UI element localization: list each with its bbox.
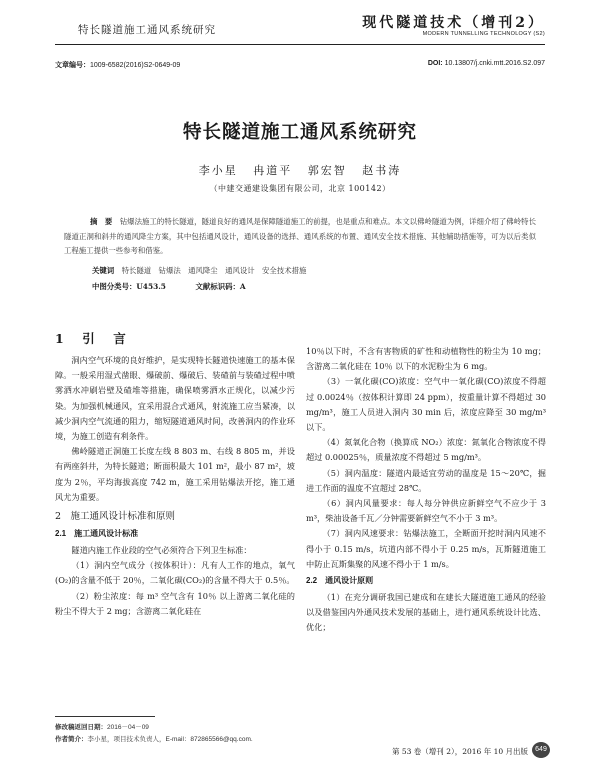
abstract: 摘 要 钻爆法施工的特长隧道，隧道良好的通风是保障隧道施工的前提，也是重点和难点。本文以佛岭隧道为例，详细介绍了佛岭特长隧道正洞和斜井的通风降尘方案，其中包括通风设计，通风设备的选择、通风系统的布置、通风安全技术措施、其他辅助措施等，可为以后类似工程施工提供一些参考和借鉴。 xyxy=(64,217,536,256)
journal-name: 现代隧道技术（增刊2） xyxy=(362,15,545,31)
paragraph: 隧道内施工作业段的空气必须符合下列卫生标准： xyxy=(71,545,252,556)
paragraph: （2）粉尘浓度：每 m³ 空气含有 10％ 以上游离二氧化硅的粉尘不得大于 2 mg；含游离二氧化硅在 xyxy=(55,590,295,616)
paragraph: （4）氮氧化合物（换算成 NO₂）浓度：氮氧化合物浓度不得超过 0.00025％，质量浓度不得超过 5 mg/m³。 xyxy=(306,437,546,463)
doi: DOI: 10.13807/j.cnki.mtt.2016.S2.097 xyxy=(427,60,545,67)
revised-date: 修改稿返回日期：2016－04－09 xyxy=(55,724,149,731)
article-number: 文章编号：1009-6582(2016)S2-0649-09 xyxy=(55,62,181,69)
section-heading: 2 施工通风设计标准和原则 xyxy=(55,511,176,523)
paragraph: 佛岭隧道正洞施工长度左线 8 803 m、右线 8 805 m，并设有两座斜井，为特长隧道；断面积最大 101 m²，最小 87 m²，坡度为 2％，平均海拔高度 742 m，施工采用钻爆法开挖，施工通风尤为重要。 xyxy=(55,446,295,502)
author-bio: 作者简介：李小星，项目技术负责人，E-mail：872865566@qq.com. xyxy=(55,736,253,743)
affiliation: （中建交通建设集团有限公司，北京 100142） xyxy=(209,184,391,193)
footnote-rule xyxy=(55,716,155,717)
author: 赵书涛 xyxy=(362,164,402,177)
paragraph: 10％以下时，不含有害物质的矿性和动植物性的粉尘为 10 mg；含游离二氧化硅在 10％ 以下的水泥粉尘为 6 mg。 xyxy=(306,346,546,372)
paragraph: （1）洞内空气成分（按体积计）：凡有人工作的地点，氧气(O₂)的含量不低于 20％，二氧化碳(CO₂)的含量不得大于 0.5％。 xyxy=(55,560,295,586)
author: 李小星 xyxy=(198,164,238,177)
author: 郭宏智 xyxy=(307,164,347,177)
journal-name-en: MODERN TUNNELLING TECHNOLOGY (S2) xyxy=(422,31,545,37)
subsection-heading: 2.2 通风设计原则 xyxy=(306,576,374,586)
author-list xyxy=(0,162,600,178)
subsection-heading: 2.1 施工通风设计标准 xyxy=(55,529,139,539)
header-rule xyxy=(55,44,545,45)
issue-info: 第 53 卷（增刊 2），2016 年 10 月出版 xyxy=(392,747,528,756)
paragraph: 洞内空气环境的良好维护，是实现特长隧道快速施工的基本保障。一般采用湿式凿眼、爆破前、爆破后、装碴前与装碴过程中喷雾洒水冲刷岩壁及碴堆等措施，确保喷雾洒水正规化，以减少污染。为加强机械通风，宜采用混合式通风，射流施工应当紧凑，以减少洞内空气流通的阻力，缩短隧道通风时间，改善洞内的作业环境，为施工创造有利条件。 xyxy=(55,355,295,442)
classification: 中图分类号：U453.5 文献标识码：A xyxy=(92,282,246,291)
page-number: 649 xyxy=(532,742,550,758)
paragraph: （6）洞内风量要求：每人每分钟供应新鲜空气不应少于 3 m³，柴油设备千瓦／分钟需要新鲜空气不小于 3 m³。 xyxy=(306,498,546,524)
paragraph: （7）洞内风速要求：钻爆法施工，全断面开挖时洞内风速不得小于 0.15 m/s，坑道内部不得小于 0.25 m/s，瓦斯隧道施工中防止瓦斯集聚的风速不得小于 1 m/s。 xyxy=(306,528,546,569)
right-column xyxy=(306,344,546,636)
keywords: 关键词 特长隧道 钻爆法 通风降尘 通风设计 安全技术措施 xyxy=(92,266,307,275)
left-column xyxy=(55,330,295,619)
paragraph: （1）在充分调研我国已建成和在建长大隧道施工通风的经验以及借鉴国内外通风技术发展的基础上，进行通风系统设计比选、优化； xyxy=(306,592,546,633)
section-heading: 1 引 言 xyxy=(55,331,129,346)
paragraph: （5）洞内温度：隧道内最适宜劳动的温度是 15～20℃，掘进工作面的温度不宜超过 28℃。 xyxy=(306,467,546,493)
paragraph: （3）一氧化碳(CO)浓度：空气中一氧化碳(CO)浓度不得超过 0.0024％（按体积计算即 24 ppm），按重量计算不得超过 30 mg/m³，施工人员进入洞内 30 min 后，浓度应降至 30 mg/m³ 以下。 xyxy=(306,376,546,433)
author: 冉道平 xyxy=(253,164,293,177)
paper-title: 特长隧道施工通风系统研究 xyxy=(182,122,417,143)
running-title: 特长隧道施工通风系统研究 xyxy=(78,24,216,36)
